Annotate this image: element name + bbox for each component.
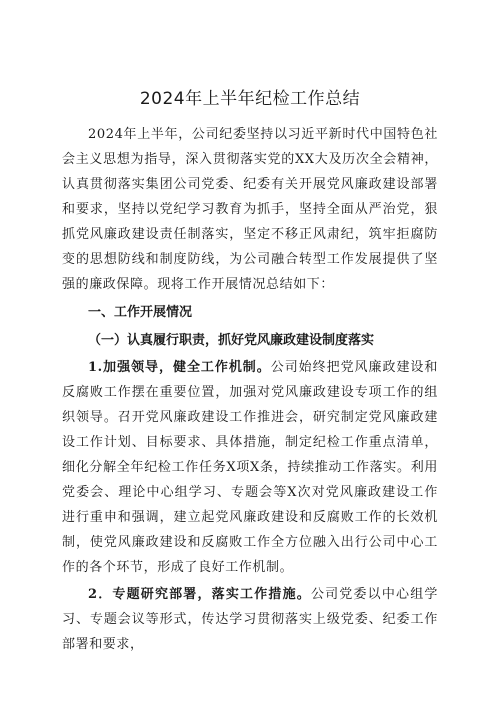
intro-paragraph: 2024年上半年，公司纪委坚持以习近平新时代中国特色社会主义思想为指导，深入贯彻落实党的XX大及历次全会精神，认真贯彻落实集团公司党委、纪委有关开展党风廉政建设部署和要求，坚持以党纪学习教育为抓手，坚持全面从严治党，狠抓党风廉政建设责任制落实，坚定不移正风肃纪，筑牢拒腐防变的思想防线和制度防线，为公司融合转型工作发展提供了坚强的廉政保障。现将工作开展情况总结如下： (62, 127, 438, 292)
section-heading: 一、工作开展情况 (88, 305, 193, 320)
document-title: 2024年上半年纪检工作总结 (139, 89, 361, 109)
item-1-lead: 1.加强领导，健全工作机制。 (88, 360, 271, 375)
document-page (62, 88, 438, 657)
item-2-lead: 2．专题研究部署，落实工作措施。 (88, 587, 311, 602)
subsection-heading: （一）认真履行职责，抓好党风廉政建设制度落实 (88, 333, 375, 348)
item-2-paragraph (62, 582, 438, 657)
item-2-body: 公司党委以中心组学习、专题会议等形式，传达学习贯彻落实上级党委、纪委工作部署和要求， (62, 587, 438, 652)
item-1-paragraph (62, 355, 438, 580)
item-1-body: 公司始终把党风廉政建设和反腐败工作摆在重要位置，加强对党风廉政建设专项工作的组织领导。召开党风廉政建设工作推进会，研究制定党风廉政建设工作计划、目标要求、具体措施，制定纪检工作重点清单，细化分解全年纪检工作任务X项X条，持续推动工作落实。利用党委会、理论中心组学习、专题会等X次对党风廉政建设工作进行重申和强调，建立起党风廉政建设和反腐败工作的长效机制，使党风廉政建设和反腐败工作全方位融入出行公司中心工作的各个环节，形成了良好工作机制。 (62, 360, 438, 575)
